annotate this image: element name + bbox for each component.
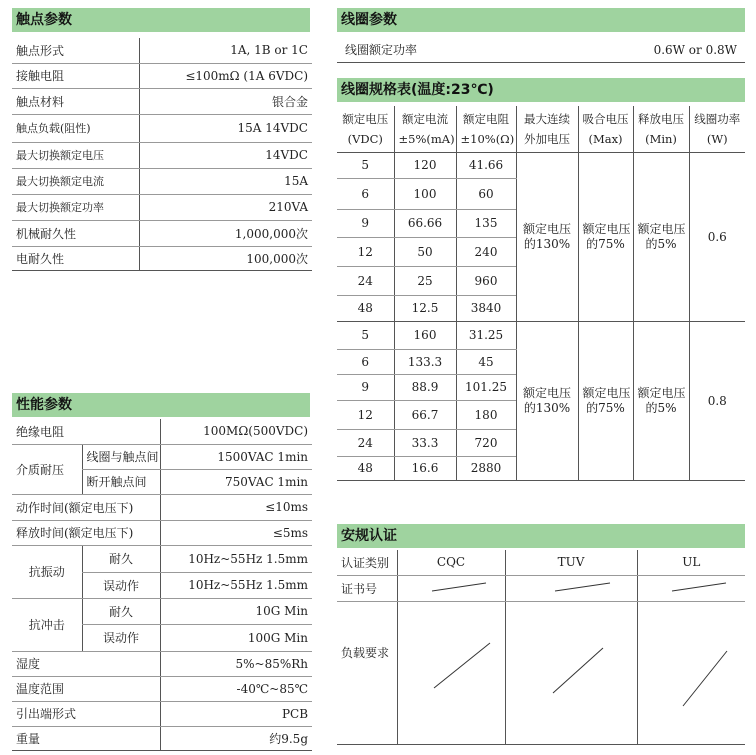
load-req-label: 负载要求 [337,601,397,744]
spec-header-line1: 吸合电压 [582,111,629,126]
spec-current: 25 [394,266,456,295]
spec-voltage: 24 [337,429,394,456]
dielectric-val1: 1500VAC 1min [160,444,312,469]
spec-current: 100 [394,178,456,209]
contact-row-value: 1A, 1B or 1C [139,38,312,63]
contact-row-label: 触点负载(阻性) [12,114,139,142]
shock-sub1: 耐久 [82,598,160,624]
release-time-label: 释放时间(额定电压下) [12,520,160,545]
operate-time-value: ≤10ms [160,494,312,520]
contact-row-label: 最大切换额定电流 [12,168,139,194]
spec-release-voltage-line2: 的5% [645,236,677,251]
cert-col-ul: UL [637,550,745,575]
release-time-value: ≤5ms [160,520,312,545]
weight-label: 重量 [12,726,160,750]
slash-cert-ul [672,583,726,591]
spec-current: 160 [394,321,456,349]
temp-range-value: -40℃~85℃ [160,676,312,701]
spec-header-line2: ±5%(mA) [398,131,455,146]
vibration-label: 抗振动 [12,545,82,598]
spec-pickup-voltage-line1: 额定电压 [582,385,631,400]
spec-voltage: 24 [337,266,394,295]
contact-row-value: 100,000次 [139,246,312,270]
perf-section-title: 性能参数 [12,393,310,417]
spec-resistance: 3840 [456,295,516,321]
dielectric-val2: 750VAC 1min [160,469,312,494]
spec-header-line2: (Min) [645,131,677,146]
slash-load-ul [683,651,727,706]
contact-row-label: 接触电阻 [12,63,139,88]
coil-power-value: 0.6W or 0.8W [528,38,745,62]
spec-voltage: 9 [337,209,394,237]
spec-current: 133.3 [394,349,456,374]
spec-header-line2: (VDC) [347,131,383,146]
terminal-label: 引出端形式 [12,701,160,726]
spec-current: 12.5 [394,295,456,321]
contact-section-title: 触点参数 [12,8,310,32]
humidity-value: 5%~85%Rh [160,651,312,676]
contact-row-label: 触点形式 [12,38,139,63]
spec-max-voltage-line1: 额定电压 [522,385,571,400]
shock-label: 抗冲击 [12,598,82,651]
cert-col-cqc: CQC [397,550,505,575]
dielectric-sub1: 线圈与触点间 [82,444,160,469]
spec-resistance: 180 [456,400,516,429]
spec-voltage: 6 [337,349,394,374]
contact-row-value: 1,000,000次 [139,220,312,246]
spec-pickup-voltage-line2: 的75% [586,236,625,251]
shock-sub2: 误动作 [82,624,160,651]
contact-row-label: 电耐久性 [12,246,139,270]
vibration-val1: 10Hz~55Hz 1.5mm [160,545,312,572]
spec-pickup-voltage-line2: 的75% [586,400,625,415]
spec-current: 120 [394,152,456,178]
spec-voltage: 6 [337,178,394,209]
weight-value: 约9.5g [160,726,312,750]
insulation-value: 100MΩ(500VDC) [160,419,312,444]
cert-col-tuv: TUV [505,550,637,575]
spec-voltage: 12 [337,237,394,266]
vibration-val2: 10Hz~55Hz 1.5mm [160,572,312,598]
spec-header-line1: 额定电阻 [463,111,509,126]
slash-load-cqc [434,643,490,688]
spec-header-line2: 外加电压 [524,131,570,146]
spec-resistance: 101.25 [456,374,516,400]
spec-resistance: 240 [456,237,516,266]
spec-resistance: 45 [456,349,516,374]
contact-row-value: 银合金 [139,88,312,114]
spec-current: 66.7 [394,400,456,429]
spec-resistance: 31.25 [456,321,516,349]
spec-current: 66.66 [394,209,456,237]
insulation-label: 绝缘电阻 [12,419,160,444]
spec-resistance: 60 [456,178,516,209]
spec-coil-power: 0.6 [689,152,745,321]
spec-voltage: 48 [337,456,394,480]
cert-number-label: 证书号 [337,575,397,601]
terminal-value: PCB [160,701,312,726]
contact-row-value: 15A 14VDC [139,114,312,142]
spec-header-line1: 释放电压 [638,111,684,126]
spec-voltage: 5 [337,321,394,349]
spec-release-voltage-line1: 额定电压 [637,221,686,236]
spec-voltage: 48 [337,295,394,321]
contact-row-value: 14VDC [139,142,312,168]
contact-row-label: 触点材料 [12,88,139,114]
spec-current: 50 [394,237,456,266]
temp-range-label: 温度范围 [12,676,160,701]
spec-section-title: 线圈规格表(温度:23℃) [337,78,745,102]
spec-resistance: 720 [456,429,516,456]
spec-voltage: 12 [337,400,394,429]
dielectric-sub2: 断开触点间 [82,469,160,494]
contact-row-value: ≤100mΩ (1A 6VDC) [139,63,312,88]
spec-max-voltage-line1: 额定电压 [522,221,571,236]
spec-header-line2: ±10%(Ω) [460,131,515,146]
spec-pickup-voltage-line1: 额定电压 [582,221,631,236]
spec-coil-power: 0.8 [689,321,745,480]
contact-row-value: 210VA [139,194,312,220]
spec-resistance: 135 [456,209,516,237]
spec-header-line1: 额定电流 [402,111,448,126]
spec-max-voltage-line2: 的130% [523,400,571,415]
vibration-sub1: 耐久 [82,545,160,572]
spec-resistance: 2880 [456,456,516,480]
spec-current: 33.3 [394,429,456,456]
spec-header-line2: (Max) [588,131,623,146]
contact-row-value: 15A [139,168,312,194]
slash-cert-cqc [432,583,486,591]
spec-header-line1: 额定电压 [342,111,389,126]
operate-time-label: 动作时间(额定电压下) [12,494,160,520]
contact-row-label: 最大切换额定电压 [12,142,139,168]
dielectric-label: 介质耐压 [12,444,82,494]
contact-row-label: 机械耐久性 [12,220,139,246]
spec-release-voltage-line1: 额定电压 [637,385,686,400]
humidity-label: 湿度 [12,651,160,676]
spec-header-line1: 最大连续 [524,111,570,126]
slash-cert-tuv [555,583,610,591]
vibration-sub2: 误动作 [82,572,160,598]
spec-release-voltage-line2: 的5% [645,400,677,415]
spec-header-line2: (W) [706,131,728,146]
contact-row-label: 最大切换额定功率 [12,194,139,220]
shock-val2: 100G Min [160,624,312,651]
spec-current: 88.9 [394,374,456,400]
spec-max-voltage-line2: 的130% [523,236,571,251]
spec-resistance: 960 [456,266,516,295]
slash-load-tuv [553,648,603,693]
coil-section-title: 线圈参数 [337,8,745,32]
spec-resistance: 41.66 [456,152,516,178]
shock-val1: 10G Min [160,598,312,624]
spec-current: 16.6 [394,456,456,480]
spec-voltage: 9 [337,374,394,400]
cert-type-label: 认证类别 [337,550,397,575]
spec-voltage: 5 [337,152,394,178]
spec-header-line1: 线圈功率 [694,111,741,126]
coil-power-label: 线圈额定功率 [337,38,528,62]
safety-section-title: 安规认证 [337,524,745,548]
